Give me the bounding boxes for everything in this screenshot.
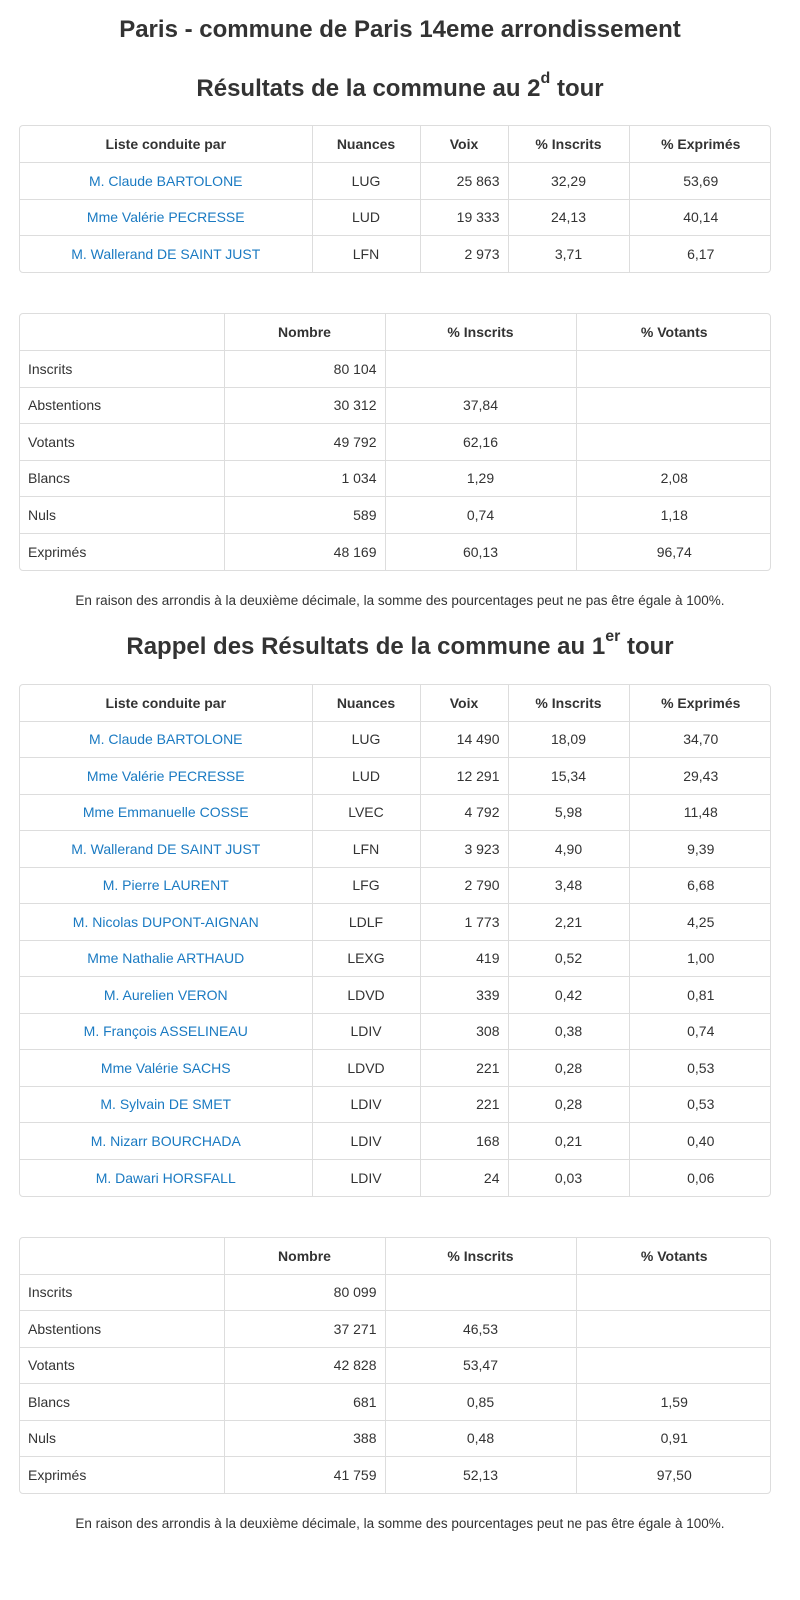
table-row (20, 940, 771, 977)
col-header-nuances: Nuances (312, 685, 420, 722)
nuance-cell: LUG (312, 721, 420, 758)
nuance-cell: LUD (312, 199, 420, 236)
pct-inscrits-cell: 62,16 (385, 424, 576, 461)
table-row (20, 1159, 771, 1196)
pct-inscrits-cell: 52,13 (385, 1457, 576, 1494)
tour1-title-end: tour (620, 632, 674, 660)
nuance-cell: LDVD (312, 1050, 420, 1087)
pct-inscrits-cell: 15,34 (508, 758, 629, 795)
nombre-cell: 41 759 (224, 1457, 385, 1494)
stat-label: Nuls (20, 497, 224, 534)
pct-inscrits-cell: 2,21 (508, 904, 629, 941)
table-row (20, 758, 771, 795)
stat-label: Blancs (20, 1384, 224, 1421)
nombre-cell: 42 828 (224, 1347, 385, 1384)
table-row (20, 1050, 771, 1087)
tour2-stats-table (19, 313, 771, 571)
nuance-cell: LFG (312, 867, 420, 904)
nombre-cell: 37 271 (224, 1311, 385, 1348)
col-header-exprimes: % Exprimés (629, 685, 771, 722)
voix-cell: 339 (420, 977, 508, 1014)
pct-inscrits-cell: 0,03 (508, 1159, 629, 1196)
page-title: Paris - commune de Paris 14eme arrondissement (119, 16, 681, 43)
stat-label: Abstentions (20, 1311, 224, 1348)
col-header-nombre: Nombre (224, 314, 385, 351)
pct-inscrits-cell: 3,71 (508, 236, 629, 273)
stat-label: Blancs (20, 460, 224, 497)
stat-label: Exprimés (20, 1457, 224, 1494)
pct-inscrits-cell: 0,85 (385, 1384, 576, 1421)
tour1-candidates-table (19, 684, 771, 1197)
table-header-row (20, 685, 771, 722)
voix-cell: 12 291 (420, 758, 508, 795)
candidate-link[interactable]: Mme Valérie SACHS (20, 1050, 312, 1087)
col-header-votants: % Votants (576, 314, 771, 351)
nombre-cell: 30 312 (224, 387, 385, 424)
pct-exprimes-cell: 6,17 (687, 246, 715, 262)
pct-exprimes-cell: 0,53 (629, 1050, 771, 1087)
pct-inscrits-cell (385, 1274, 576, 1311)
voix-cell: 14 490 (420, 721, 508, 758)
nombre-cell: 681 (224, 1384, 385, 1421)
pct-inscrits-cell: 0,42 (508, 977, 629, 1014)
pct-exprimes-cell: 1,00 (629, 940, 771, 977)
pct-votants-cell: 1,59 (576, 1384, 771, 1421)
nombre-cell: 589 (224, 497, 385, 534)
nuance-cell: LEXG (312, 940, 420, 977)
tour1-stats-table (19, 1237, 771, 1495)
pct-inscrits-cell: 46,53 (385, 1311, 576, 1348)
pct-exprimes-cell: 34,70 (629, 721, 771, 758)
tour1-title-main: Rappel des Résultats de la commune au 1 (126, 632, 606, 660)
pct-votants-cell (576, 1347, 771, 1384)
pct-exprimes-cell: 40,14 (629, 199, 771, 236)
table-row (20, 351, 771, 388)
pct-exprimes-cell: 11,48 (629, 794, 771, 831)
pct-votants-cell (576, 1311, 771, 1348)
pct-votants-cell: 96,74 (656, 543, 692, 560)
rounding-note: En raison des arrondis à la deuxième décimale, la somme des pourcentages peut ne pas être égale à 100%. (75, 592, 725, 608)
col-header-nombre: Nombre (224, 1238, 385, 1275)
candidate-link[interactable]: Mme Valérie PECRESSE (20, 199, 312, 236)
candidate-link[interactable]: M. Pierre LAURENT (20, 867, 312, 904)
tour2-title (0, 70, 800, 104)
voix-cell: 24 (420, 1159, 508, 1196)
col-header-inscrits: % Inscrits (385, 1238, 576, 1275)
pct-exprimes-cell: 0,53 (629, 1086, 771, 1123)
voix-cell: 1 773 (420, 904, 508, 941)
table-row (20, 1311, 771, 1348)
pct-exprimes-cell: 0,74 (629, 1013, 771, 1050)
voix-cell: 2 973 (420, 236, 508, 273)
pct-inscrits-cell: 0,28 (508, 1086, 629, 1123)
candidate-link[interactable]: M. Sylvain DE SMET (20, 1086, 312, 1123)
table-row (20, 533, 771, 570)
table-row (20, 497, 771, 534)
table-row (20, 1086, 771, 1123)
voix-cell: 19 333 (420, 199, 508, 236)
table-row (20, 163, 771, 200)
stat-label: Inscrits (20, 351, 224, 388)
candidate-link[interactable]: M. François ASSELINEAU (20, 1013, 312, 1050)
nuance-cell: LUG (312, 163, 420, 200)
table-row (20, 1457, 771, 1494)
pct-votants-cell: 2,08 (576, 460, 771, 497)
pct-exprimes-cell: 53,69 (629, 163, 771, 200)
table-row (20, 794, 771, 831)
candidate-link[interactable]: Mme Valérie PECRESSE (20, 758, 312, 795)
nuance-cell: LDIV (312, 1159, 420, 1196)
pct-exprimes-cell: 6,68 (629, 867, 771, 904)
table-row (20, 236, 771, 273)
table-row (20, 867, 771, 904)
table-row (20, 199, 771, 236)
pct-votants-cell: 1,18 (576, 497, 771, 534)
nuance-cell: LUD (312, 758, 420, 795)
col-header-empty (20, 314, 224, 351)
nuance-cell: LDIV (312, 1013, 420, 1050)
voix-cell: 308 (420, 1013, 508, 1050)
pct-exprimes-cell: 0,81 (629, 977, 771, 1014)
table-row (20, 1274, 771, 1311)
pct-exprimes-cell: 29,43 (629, 758, 771, 795)
col-header-voix: Voix (420, 126, 508, 163)
pct-votants-cell: 0,91 (576, 1420, 771, 1457)
col-header-liste: Liste conduite par (20, 126, 312, 163)
pct-inscrits-cell: 4,90 (508, 831, 629, 868)
nuance-cell: LFN (312, 831, 420, 868)
nombre-cell: 1 034 (224, 460, 385, 497)
pct-votants-cell (576, 387, 771, 424)
pct-inscrits-cell: 37,84 (385, 387, 576, 424)
nombre-cell: 48 169 (224, 533, 385, 570)
voix-cell: 221 (420, 1086, 508, 1123)
nuance-cell: LDLF (312, 904, 420, 941)
nuance-cell: LDIV (312, 1086, 420, 1123)
table-row (20, 460, 771, 497)
voix-cell: 168 (420, 1123, 508, 1160)
voix-cell: 419 (420, 940, 508, 977)
pct-inscrits-cell: 0,21 (508, 1123, 629, 1160)
col-header-liste: Liste conduite par (20, 685, 312, 722)
pct-inscrits-cell: 32,29 (508, 163, 629, 200)
pct-inscrits-cell: 5,98 (508, 794, 629, 831)
pct-inscrits-cell: 0,74 (385, 497, 576, 534)
col-header-nuances: Nuances (312, 126, 420, 163)
nuance-cell: LFN (312, 236, 420, 273)
voix-cell: 2 790 (420, 867, 508, 904)
pct-inscrits-cell: 3,48 (508, 867, 629, 904)
pct-inscrits-cell: 0,48 (385, 1420, 576, 1457)
pct-inscrits-cell: 24,13 (508, 199, 629, 236)
candidate-link[interactable]: M. Dawari HORSFALL (20, 1159, 312, 1196)
pct-votants-cell: 97,50 (656, 1467, 692, 1483)
rounding-note: En raison des arrondis à la deuxième décimale, la somme des pourcentages peut ne pas être égale à 100%. (75, 1516, 725, 1531)
results-page (0, 15, 800, 1600)
candidate-link[interactable]: M. Wallerand DE SAINT JUST (20, 831, 312, 868)
pct-exprimes-cell: 4,25 (629, 904, 771, 941)
nuance-cell: LVEC (312, 794, 420, 831)
stat-label: Abstentions (20, 387, 224, 424)
candidate-link[interactable]: M. Claude BARTOLONE (20, 721, 312, 758)
pct-inscrits-cell: 18,09 (508, 721, 629, 758)
table-row (20, 904, 771, 941)
voix-cell: 25 863 (420, 163, 508, 200)
tour2-title-main: Résultats de la commune au 2 (196, 75, 541, 102)
pct-exprimes-cell: 0,40 (629, 1123, 771, 1160)
candidate-link[interactable]: Mme Emmanuelle COSSE (20, 794, 312, 831)
col-header-empty (20, 1238, 224, 1275)
col-header-inscrits: % Inscrits (508, 126, 629, 163)
pct-inscrits-cell: 0,38 (508, 1013, 629, 1050)
pct-exprimes-cell: 9,39 (629, 831, 771, 868)
col-header-voix: Voix (420, 685, 508, 722)
nuance-cell: LDIV (312, 1123, 420, 1160)
voix-cell: 221 (420, 1050, 508, 1087)
candidate-link[interactable]: M. Nizarr BOURCHADA (20, 1123, 312, 1160)
col-header-inscrits: % Inscrits (385, 314, 576, 351)
pct-inscrits-cell: 53,47 (385, 1347, 576, 1384)
tour1-title-sup: er (605, 627, 621, 645)
nombre-cell: 49 792 (224, 424, 385, 461)
tour2-title-sup: d (540, 70, 551, 87)
stat-label: Votants (20, 1347, 224, 1384)
table-row (20, 1013, 771, 1050)
nombre-cell: 388 (224, 1420, 385, 1457)
nuance-cell: LDVD (312, 977, 420, 1014)
pct-inscrits-cell (385, 351, 576, 388)
table-row (20, 831, 771, 868)
table-row (20, 1420, 771, 1457)
candidate-link[interactable]: M. Claude BARTOLONE (20, 163, 312, 200)
tour2-title-end: tour (550, 75, 604, 102)
table-row (20, 1384, 771, 1421)
pct-exprimes-cell: 0,06 (687, 1169, 715, 1186)
pct-votants-cell (576, 424, 771, 461)
table-row (20, 1347, 771, 1384)
candidate-link[interactable]: M. Nicolas DUPONT-AIGNAN (20, 904, 312, 941)
pct-votants-cell (576, 1274, 771, 1311)
candidate-link[interactable]: M. Aurelien VERON (20, 977, 312, 1014)
stat-label: Votants (20, 424, 224, 461)
tour2-candidates-table (19, 125, 771, 273)
stat-label: Inscrits (20, 1274, 224, 1311)
nombre-cell: 80 104 (224, 351, 385, 388)
stat-label: Exprimés (20, 533, 224, 570)
stat-label: Nuls (20, 1420, 224, 1457)
table-header-row (20, 314, 771, 351)
table-row (20, 1123, 771, 1160)
col-header-votants: % Votants (576, 1238, 771, 1275)
voix-cell: 3 923 (420, 831, 508, 868)
tour1-title (0, 627, 800, 662)
nombre-cell: 80 099 (224, 1274, 385, 1311)
pct-votants-cell (576, 351, 771, 388)
table-row (20, 424, 771, 461)
candidate-link[interactable]: Mme Nathalie ARTHAUD (20, 940, 312, 977)
table-row (20, 977, 771, 1014)
candidate-link[interactable]: M. Wallerand DE SAINT JUST (20, 236, 312, 273)
col-header-inscrits: % Inscrits (508, 685, 629, 722)
table-header-row (20, 126, 771, 163)
pct-inscrits-cell: 1,29 (385, 460, 576, 497)
voix-cell: 4 792 (420, 794, 508, 831)
table-header-row (20, 1238, 771, 1275)
col-header-exprimes: % Exprimés (629, 126, 771, 163)
pct-inscrits-cell: 60,13 (385, 533, 576, 570)
table-row (20, 387, 771, 424)
pct-inscrits-cell: 0,52 (508, 940, 629, 977)
table-row (20, 721, 771, 758)
pct-inscrits-cell: 0,28 (508, 1050, 629, 1087)
